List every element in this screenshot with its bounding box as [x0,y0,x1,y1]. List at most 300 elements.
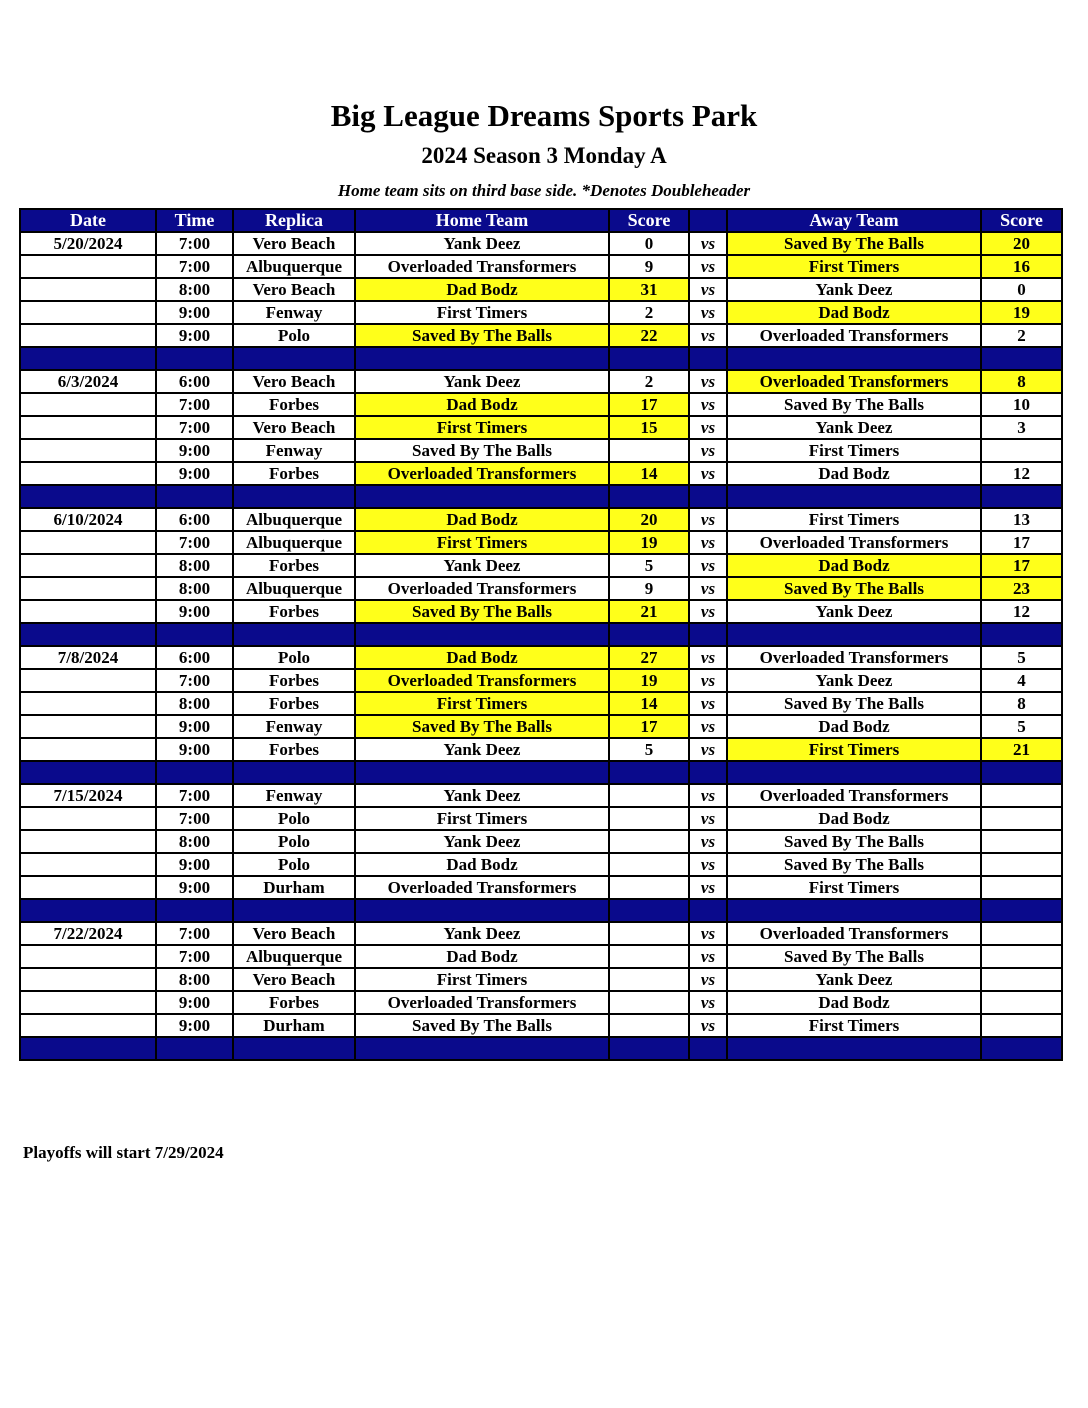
separator-cell [609,347,689,370]
vs-cell: vs [689,462,727,485]
away-team-cell: Dad Bodz [727,807,981,830]
separator-cell [156,623,233,646]
replica-cell: Polo [233,830,355,853]
away-team-cell: First Timers [727,508,981,531]
time-cell: 7:00 [156,945,233,968]
away-team-cell: Overloaded Transformers [727,922,981,945]
home-team-cell: First Timers [355,692,609,715]
home-score-cell: 20 [609,508,689,531]
separator-cell [156,761,233,784]
table-row [20,968,1062,991]
schedule-table [19,208,1063,1061]
away-team-cell: Saved By The Balls [727,692,981,715]
away-score-cell: 16 [981,255,1062,278]
replica-cell: Vero Beach [233,416,355,439]
home-team-cell: Saved By The Balls [355,1014,609,1037]
separator-cell [981,761,1062,784]
time-cell: 7:00 [156,807,233,830]
home-team-cell: Dad Bodz [355,508,609,531]
away-score-cell: 2 [981,324,1062,347]
replica-cell: Albuquerque [233,508,355,531]
away-score-cell [981,968,1062,991]
vs-cell: vs [689,232,727,255]
separator-cell [233,347,355,370]
home-team-cell: First Timers [355,301,609,324]
date-cell: 6/3/2024 [20,370,156,393]
home-team-cell: Saved By The Balls [355,600,609,623]
home-score-cell [609,876,689,899]
away-score-cell: 23 [981,577,1062,600]
home-score-cell: 17 [609,715,689,738]
away-team-cell: Overloaded Transformers [727,784,981,807]
separator-cell [981,1037,1062,1060]
home-team-cell: Yank Deez [355,784,609,807]
away-team-cell: Saved By The Balls [727,577,981,600]
col-header-home-team: Home Team [355,209,609,232]
home-score-cell [609,991,689,1014]
home-score-cell [609,807,689,830]
away-team-cell: Yank Deez [727,600,981,623]
home-team-cell: Overloaded Transformers [355,577,609,600]
separator-cell [156,899,233,922]
separator-cell [233,761,355,784]
separator-cell [981,485,1062,508]
home-team-cell: Yank Deez [355,370,609,393]
separator-cell [20,1037,156,1060]
separator-cell [727,485,981,508]
playoffs-note: Playoffs will start 7/29/2024 [23,1143,224,1162]
separator-cell [609,485,689,508]
time-cell: 9:00 [156,462,233,485]
replica-cell: Forbes [233,462,355,485]
home-score-cell [609,439,689,462]
home-score-cell: 27 [609,646,689,669]
home-team-cell: Overloaded Transformers [355,991,609,1014]
table-row [20,462,1062,485]
away-score-cell [981,853,1062,876]
home-team-cell: Dad Bodz [355,646,609,669]
home-team-cell: First Timers [355,968,609,991]
home-team-cell: Saved By The Balls [355,715,609,738]
separator-cell [156,1037,233,1060]
date-cell: 6/10/2024 [20,508,156,531]
table-row [20,876,1062,899]
replica-cell: Forbes [233,600,355,623]
col-header-time: Time [156,209,233,232]
date-cell [20,600,156,623]
away-score-cell: 8 [981,370,1062,393]
vs-cell: vs [689,830,727,853]
away-team-cell: Saved By The Balls [727,830,981,853]
date-cell [20,255,156,278]
table-row [20,600,1062,623]
away-team-cell: Saved By The Balls [727,853,981,876]
table-row [20,370,1062,393]
replica-cell: Fenway [233,784,355,807]
away-team-cell: First Timers [727,876,981,899]
time-cell: 9:00 [156,876,233,899]
away-score-cell [981,1014,1062,1037]
home-team-cell: First Timers [355,416,609,439]
separator-cell [689,899,727,922]
home-score-cell: 19 [609,669,689,692]
separator-cell [981,347,1062,370]
header-row [20,209,1062,232]
date-cell [20,439,156,462]
date-cell [20,830,156,853]
col-header-away-team: Away Team [727,209,981,232]
vs-cell: vs [689,991,727,1014]
date-cell [20,1014,156,1037]
time-cell: 9:00 [156,738,233,761]
replica-cell: Vero Beach [233,968,355,991]
time-cell: 7:00 [156,416,233,439]
time-cell: 7:00 [156,922,233,945]
separator-cell [233,899,355,922]
table-row [20,531,1062,554]
vs-cell: vs [689,945,727,968]
time-cell: 8:00 [156,278,233,301]
vs-cell: vs [689,669,727,692]
replica-cell: Forbes [233,738,355,761]
separator-cell [689,1037,727,1060]
date-cell [20,278,156,301]
table-row [20,554,1062,577]
table-row [20,439,1062,462]
home-team-cell: Yank Deez [355,922,609,945]
separator-cell [689,485,727,508]
home-team-cell: First Timers [355,531,609,554]
table-row [20,853,1062,876]
replica-cell: Polo [233,807,355,830]
home-score-cell: 0 [609,232,689,255]
col-header-away-score: Score [981,209,1062,232]
col-header-vs [689,209,727,232]
col-header-date: Date [20,209,156,232]
date-cell [20,531,156,554]
home-team-cell: Overloaded Transformers [355,876,609,899]
vs-cell: vs [689,968,727,991]
replica-cell: Forbes [233,669,355,692]
away-score-cell: 5 [981,646,1062,669]
away-score-cell: 13 [981,508,1062,531]
table-row [20,738,1062,761]
separator-cell [609,623,689,646]
away-score-cell: 8 [981,692,1062,715]
date-cell [20,853,156,876]
date-cell [20,968,156,991]
home-team-cell: Dad Bodz [355,393,609,416]
replica-cell: Albuquerque [233,945,355,968]
away-team-cell: Saved By The Balls [727,945,981,968]
away-team-cell: Overloaded Transformers [727,646,981,669]
vs-cell: vs [689,692,727,715]
away-score-cell: 19 [981,301,1062,324]
table-row [20,692,1062,715]
away-score-cell: 12 [981,600,1062,623]
separator-cell [355,485,609,508]
away-team-cell: Overloaded Transformers [727,324,981,347]
table-row [20,669,1062,692]
separator-cell [20,899,156,922]
away-score-cell [981,439,1062,462]
home-team-cell: Yank Deez [355,232,609,255]
date-cell [20,577,156,600]
time-cell: 8:00 [156,692,233,715]
replica-cell: Fenway [233,301,355,324]
separator-cell [609,899,689,922]
date-cell [20,991,156,1014]
replica-cell: Albuquerque [233,255,355,278]
time-cell: 9:00 [156,301,233,324]
table-row [20,830,1062,853]
time-cell: 9:00 [156,600,233,623]
vs-cell: vs [689,255,727,278]
away-score-cell [981,922,1062,945]
date-cell [20,945,156,968]
home-score-cell: 5 [609,554,689,577]
vs-cell: vs [689,577,727,600]
date-cell [20,669,156,692]
time-cell: 6:00 [156,370,233,393]
away-team-cell: Yank Deez [727,669,981,692]
table-row [20,991,1062,1014]
separator-cell [609,761,689,784]
time-cell: 9:00 [156,991,233,1014]
home-score-cell: 19 [609,531,689,554]
time-cell: 9:00 [156,715,233,738]
away-team-cell: Yank Deez [727,968,981,991]
away-score-cell: 3 [981,416,1062,439]
replica-cell: Durham [233,876,355,899]
vs-cell: vs [689,600,727,623]
time-cell: 7:00 [156,669,233,692]
time-cell: 6:00 [156,508,233,531]
home-team-cell: First Timers [355,807,609,830]
separator-cell [20,623,156,646]
col-header-home-score: Score [609,209,689,232]
home-team-cell: Dad Bodz [355,278,609,301]
vs-cell: vs [689,370,727,393]
date-cell [20,807,156,830]
separator-cell [689,761,727,784]
time-cell: 9:00 [156,439,233,462]
time-cell: 9:00 [156,324,233,347]
away-team-cell: Dad Bodz [727,301,981,324]
away-score-cell: 17 [981,531,1062,554]
table-row [20,715,1062,738]
replica-cell: Polo [233,324,355,347]
separator-cell [727,761,981,784]
date-cell: 7/15/2024 [20,784,156,807]
vs-cell: vs [689,278,727,301]
vs-cell: vs [689,439,727,462]
week-separator-row [20,485,1062,508]
replica-cell: Forbes [233,393,355,416]
table-row [20,577,1062,600]
date-cell [20,692,156,715]
separator-cell [233,623,355,646]
vs-cell: vs [689,876,727,899]
vs-cell: vs [689,531,727,554]
date-cell [20,876,156,899]
table-row [20,416,1062,439]
home-score-cell: 9 [609,255,689,278]
away-team-cell: Saved By The Balls [727,393,981,416]
replica-cell: Forbes [233,991,355,1014]
date-cell [20,462,156,485]
home-score-cell [609,853,689,876]
home-team-cell: Overloaded Transformers [355,669,609,692]
home-team-cell: Dad Bodz [355,853,609,876]
replica-cell: Fenway [233,439,355,462]
away-team-cell: Dad Bodz [727,991,981,1014]
away-score-cell: 0 [981,278,1062,301]
home-score-cell: 14 [609,692,689,715]
away-score-cell: 21 [981,738,1062,761]
date-cell: 7/22/2024 [20,922,156,945]
separator-cell [355,1037,609,1060]
date-cell [20,554,156,577]
away-score-cell [981,784,1062,807]
home-score-cell: 22 [609,324,689,347]
table-row [20,232,1062,255]
home-score-cell [609,922,689,945]
home-score-cell: 9 [609,577,689,600]
separator-cell [156,347,233,370]
home-score-cell: 21 [609,600,689,623]
time-cell: 9:00 [156,1014,233,1037]
week-separator-row [20,1037,1062,1060]
time-cell: 8:00 [156,968,233,991]
away-team-cell: Saved By The Balls [727,232,981,255]
table-row [20,393,1062,416]
away-score-cell: 12 [981,462,1062,485]
away-team-cell: Yank Deez [727,416,981,439]
separator-cell [727,623,981,646]
home-team-cell: Overloaded Transformers [355,255,609,278]
home-score-cell [609,945,689,968]
table-row [20,508,1062,531]
separator-cell [981,623,1062,646]
away-score-cell [981,991,1062,1014]
date-cell [20,738,156,761]
replica-cell: Vero Beach [233,278,355,301]
home-team-cell: Dad Bodz [355,945,609,968]
separator-cell [727,347,981,370]
away-team-cell: Dad Bodz [727,554,981,577]
separator-cell [20,485,156,508]
away-score-cell [981,830,1062,853]
vs-cell: vs [689,324,727,347]
separator-cell [355,623,609,646]
time-cell: 8:00 [156,830,233,853]
away-team-cell: First Timers [727,439,981,462]
home-score-cell: 5 [609,738,689,761]
separator-cell [355,347,609,370]
away-team-cell: Dad Bodz [727,715,981,738]
table-row [20,1014,1062,1037]
separator-cell [609,1037,689,1060]
replica-cell: Albuquerque [233,577,355,600]
away-team-cell: First Timers [727,255,981,278]
week-separator-row [20,623,1062,646]
away-team-cell: Dad Bodz [727,462,981,485]
table-row [20,784,1062,807]
vs-cell: vs [689,416,727,439]
home-team-cell: Yank Deez [355,830,609,853]
time-cell: 7:00 [156,255,233,278]
away-team-cell: First Timers [727,1014,981,1037]
table-row [20,646,1062,669]
time-cell: 8:00 [156,577,233,600]
replica-cell: Polo [233,646,355,669]
away-score-cell [981,876,1062,899]
home-score-cell: 2 [609,370,689,393]
home-score-cell [609,968,689,991]
time-cell: 8:00 [156,554,233,577]
away-score-cell: 17 [981,554,1062,577]
vs-cell: vs [689,738,727,761]
home-team-cell: Yank Deez [355,554,609,577]
time-cell: 6:00 [156,646,233,669]
away-team-cell: First Timers [727,738,981,761]
home-team-cell: Overloaded Transformers [355,462,609,485]
separator-cell [20,761,156,784]
away-score-cell: 10 [981,393,1062,416]
home-score-cell: 14 [609,462,689,485]
table-row [20,324,1062,347]
home-score-cell: 31 [609,278,689,301]
vs-cell: vs [689,646,727,669]
away-score-cell: 5 [981,715,1062,738]
table-row [20,807,1062,830]
schedule-note: Home team sits on third base side. *Denotes Doubleheader [337,181,751,200]
home-team-cell: Saved By The Balls [355,324,609,347]
col-header-replica: Replica [233,209,355,232]
vs-cell: vs [689,508,727,531]
separator-cell [233,485,355,508]
separator-cell [981,899,1062,922]
date-cell [20,715,156,738]
table-row [20,301,1062,324]
vs-cell: vs [689,784,727,807]
replica-cell: Albuquerque [233,531,355,554]
vs-cell: vs [689,393,727,416]
date-cell: 5/20/2024 [20,232,156,255]
table-row [20,255,1062,278]
date-cell [20,393,156,416]
replica-cell: Fenway [233,715,355,738]
away-score-cell [981,945,1062,968]
table-row [20,922,1062,945]
separator-cell [233,1037,355,1060]
home-team-cell: Saved By The Balls [355,439,609,462]
separator-cell [727,1037,981,1060]
home-score-cell [609,830,689,853]
vs-cell: vs [689,554,727,577]
page-title: Big League Dreams Sports Park [330,98,758,133]
replica-cell: Forbes [233,692,355,715]
away-score-cell: 20 [981,232,1062,255]
table-row [20,945,1062,968]
time-cell: 9:00 [156,853,233,876]
away-score-cell: 4 [981,669,1062,692]
vs-cell: vs [689,1014,727,1037]
separator-cell [156,485,233,508]
vs-cell: vs [689,715,727,738]
vs-cell: vs [689,301,727,324]
